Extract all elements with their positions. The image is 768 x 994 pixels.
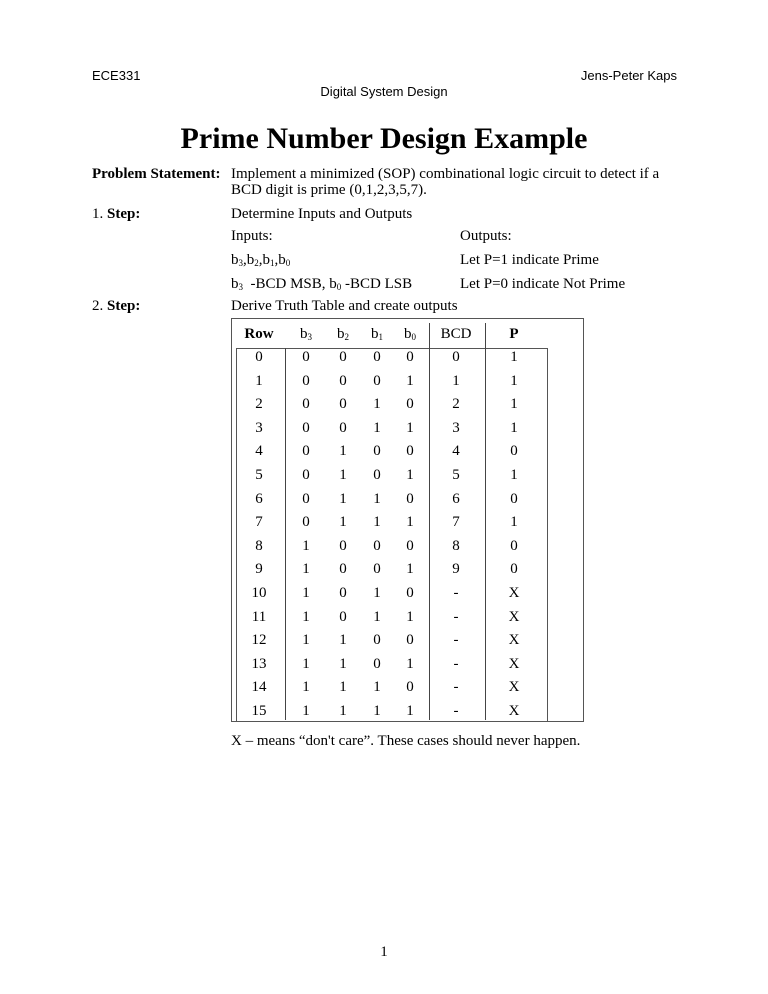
inputs-label: Inputs:	[231, 228, 273, 244]
table-cell: 1	[510, 372, 518, 389]
table-header: $b_3$	[300, 326, 312, 342]
table-cell: 0	[373, 467, 381, 483]
table-cell: 1	[373, 679, 381, 696]
table-cell: 1	[373, 585, 381, 601]
table-cell: 1	[510, 419, 518, 436]
table-cell: 0	[373, 349, 381, 365]
page-number: 1	[380, 944, 388, 960]
table-header: P	[509, 326, 519, 342]
table-cell: 0	[255, 349, 263, 365]
table-cell: 1	[406, 608, 414, 625]
problem-line1: Implement a minimized (SOP) combinational logic circuit to detect if a	[231, 166, 660, 182]
table-cell: 0	[339, 537, 347, 554]
table-cell: 0	[406, 349, 414, 365]
table-cell: 1	[510, 514, 518, 531]
table-cell: 0	[339, 561, 347, 578]
table-cell: 1	[302, 655, 310, 672]
table-cell: 0	[406, 490, 414, 507]
table-cell: -	[453, 608, 459, 625]
table-cell: 1	[339, 703, 347, 719]
table-cell: 1	[302, 608, 310, 625]
table-cell: -	[453, 655, 459, 672]
table-cell: -	[453, 585, 459, 601]
table-cell: 1	[510, 396, 518, 413]
table-header: $b_2$	[337, 326, 349, 342]
table-cell: 12	[251, 632, 267, 649]
table-cell: -	[453, 632, 459, 649]
table-cell: 0	[339, 349, 347, 365]
table-cell: 0	[302, 372, 310, 389]
table-cell: 0	[452, 349, 460, 365]
table-cell: 11	[251, 608, 267, 625]
table-cell: 0	[302, 443, 310, 460]
table-cell: 0	[302, 490, 310, 507]
table-cell: 0	[373, 443, 381, 460]
table-cell: 3	[452, 419, 460, 436]
table-cell: 1	[373, 396, 381, 413]
table-cell: 0	[302, 349, 310, 365]
table-cell: 0	[339, 396, 347, 413]
table-cell: 0	[510, 443, 518, 460]
table-cell: 5	[452, 467, 460, 483]
table-cell: 0	[406, 396, 414, 413]
table-cell: 1	[339, 632, 347, 649]
table-cell: 1	[373, 608, 381, 625]
output-not-prime: Let P=0 indicate Not Prime	[460, 276, 626, 292]
divider-bcd	[485, 323, 486, 720]
table-cell: 0	[302, 396, 310, 413]
table-cell: 0	[406, 585, 414, 601]
table-cell: 1	[406, 561, 414, 578]
table-cell: 1	[339, 679, 347, 696]
table-cell: 1	[339, 490, 347, 507]
table-cell: 3	[255, 419, 263, 436]
table-cell: 8	[452, 537, 460, 554]
table-cell: 2	[452, 396, 460, 413]
table-cell: 1	[302, 703, 310, 719]
page-title: Prime Number Design Example	[180, 122, 588, 155]
table-cell: 0	[406, 443, 414, 460]
inputs-desc: $b_3$ -BCD MSB, $b_0$ -BCD LSB	[231, 276, 413, 292]
table-header: BCD	[440, 326, 472, 342]
table-cell: 0	[339, 372, 347, 389]
table-cell: 1	[302, 585, 310, 601]
table-cell: 2	[255, 396, 263, 413]
table-cell: 14	[251, 679, 267, 696]
table-cell: 0	[373, 632, 381, 649]
table-cell: 1	[406, 419, 414, 436]
table-cell: 0	[339, 608, 347, 625]
table-cell: 1	[406, 467, 414, 483]
table-cell: 0	[373, 537, 381, 554]
step1-text: Determine Inputs and Outputs	[231, 206, 413, 222]
table-cell: X	[508, 655, 520, 672]
table-cell: 0	[406, 632, 414, 649]
table-cell: 0	[510, 537, 518, 554]
table-cell: X	[508, 585, 520, 601]
table-cell: 0	[406, 679, 414, 696]
table-cell: 1	[406, 703, 414, 719]
table-cell: 1	[373, 490, 381, 507]
step2-text: Derive Truth Table and create outputs	[231, 298, 458, 314]
table-cell: 0	[510, 490, 518, 507]
output-prime: Let P=1 indicate Prime	[460, 252, 599, 268]
table-cell: -	[453, 703, 459, 719]
table-cell: X	[508, 703, 520, 719]
table-cell: 1	[373, 703, 381, 719]
table-cell: 0	[510, 561, 518, 578]
table-cell: 1	[452, 372, 460, 389]
table-cell: 1	[510, 349, 518, 365]
table-cell: 10	[251, 585, 267, 601]
table-cell: 1	[406, 514, 414, 531]
table-cell: 9	[452, 561, 460, 578]
table-cell: 1	[373, 419, 381, 436]
table-cell: 1	[339, 514, 347, 531]
table-cell: 0	[373, 372, 381, 389]
table-cell: X	[508, 679, 520, 696]
table-cell: 6	[255, 490, 263, 507]
table-cell: 0	[406, 537, 414, 554]
subject: Digital System Design	[320, 84, 448, 99]
table-cell: 9	[255, 561, 263, 578]
table-cell: 1	[510, 467, 518, 483]
table-cell: 1	[406, 655, 414, 672]
table-cell: 1	[302, 561, 310, 578]
table-header: $b_0$	[404, 326, 416, 342]
table-cell: 0	[302, 514, 310, 531]
table-cell: 0	[302, 419, 310, 436]
table-cell: 1	[373, 514, 381, 531]
table-cell: X	[508, 608, 520, 625]
table-cell: 5	[255, 467, 263, 483]
table-cell: 1	[302, 679, 310, 696]
table-cell: 7	[255, 514, 263, 531]
inputs-list: $b_3,b_2,b_1,b_0$	[231, 252, 291, 268]
step1-label: 1. Step:	[92, 206, 141, 222]
table-cell: 1	[406, 372, 414, 389]
table-cell: 4	[255, 443, 263, 460]
table-cell: 1	[302, 632, 310, 649]
table-cell: 13	[251, 655, 267, 672]
table-cell: 6	[452, 490, 460, 507]
table-cell: 4	[452, 443, 460, 460]
table-cell: 0	[339, 585, 347, 601]
table-cell: 1	[339, 655, 347, 672]
table-cell: 7	[452, 514, 460, 531]
problem-line2: BCD digit is prime (0,1,2,3,5,7).	[231, 182, 427, 198]
outputs-label: Outputs:	[460, 228, 512, 244]
problem-label: Problem Statement:	[92, 166, 221, 182]
table-cell: 0	[373, 655, 381, 672]
table-header: $b_1$	[371, 326, 383, 342]
step2-label: 2. Step:	[92, 298, 141, 314]
table-cell: 1	[339, 467, 347, 483]
table-cell: X	[508, 632, 520, 649]
table-cell: 0	[339, 419, 347, 436]
table-cell: 0	[373, 561, 381, 578]
course-code: ECE331	[92, 68, 141, 83]
table-cell: -	[453, 679, 459, 696]
table-cell: 1	[302, 537, 310, 554]
dont-care-note: X – means “don't care”. These cases should never happen.	[231, 733, 581, 749]
table-header: Row	[244, 326, 274, 342]
table-cell: 15	[251, 703, 267, 719]
author: Jens-Peter Kaps	[580, 68, 677, 83]
table-cell: 1	[339, 443, 347, 460]
table-cell: 8	[255, 537, 263, 554]
table-cell: 0	[302, 467, 310, 483]
table-cell: 1	[255, 372, 263, 389]
